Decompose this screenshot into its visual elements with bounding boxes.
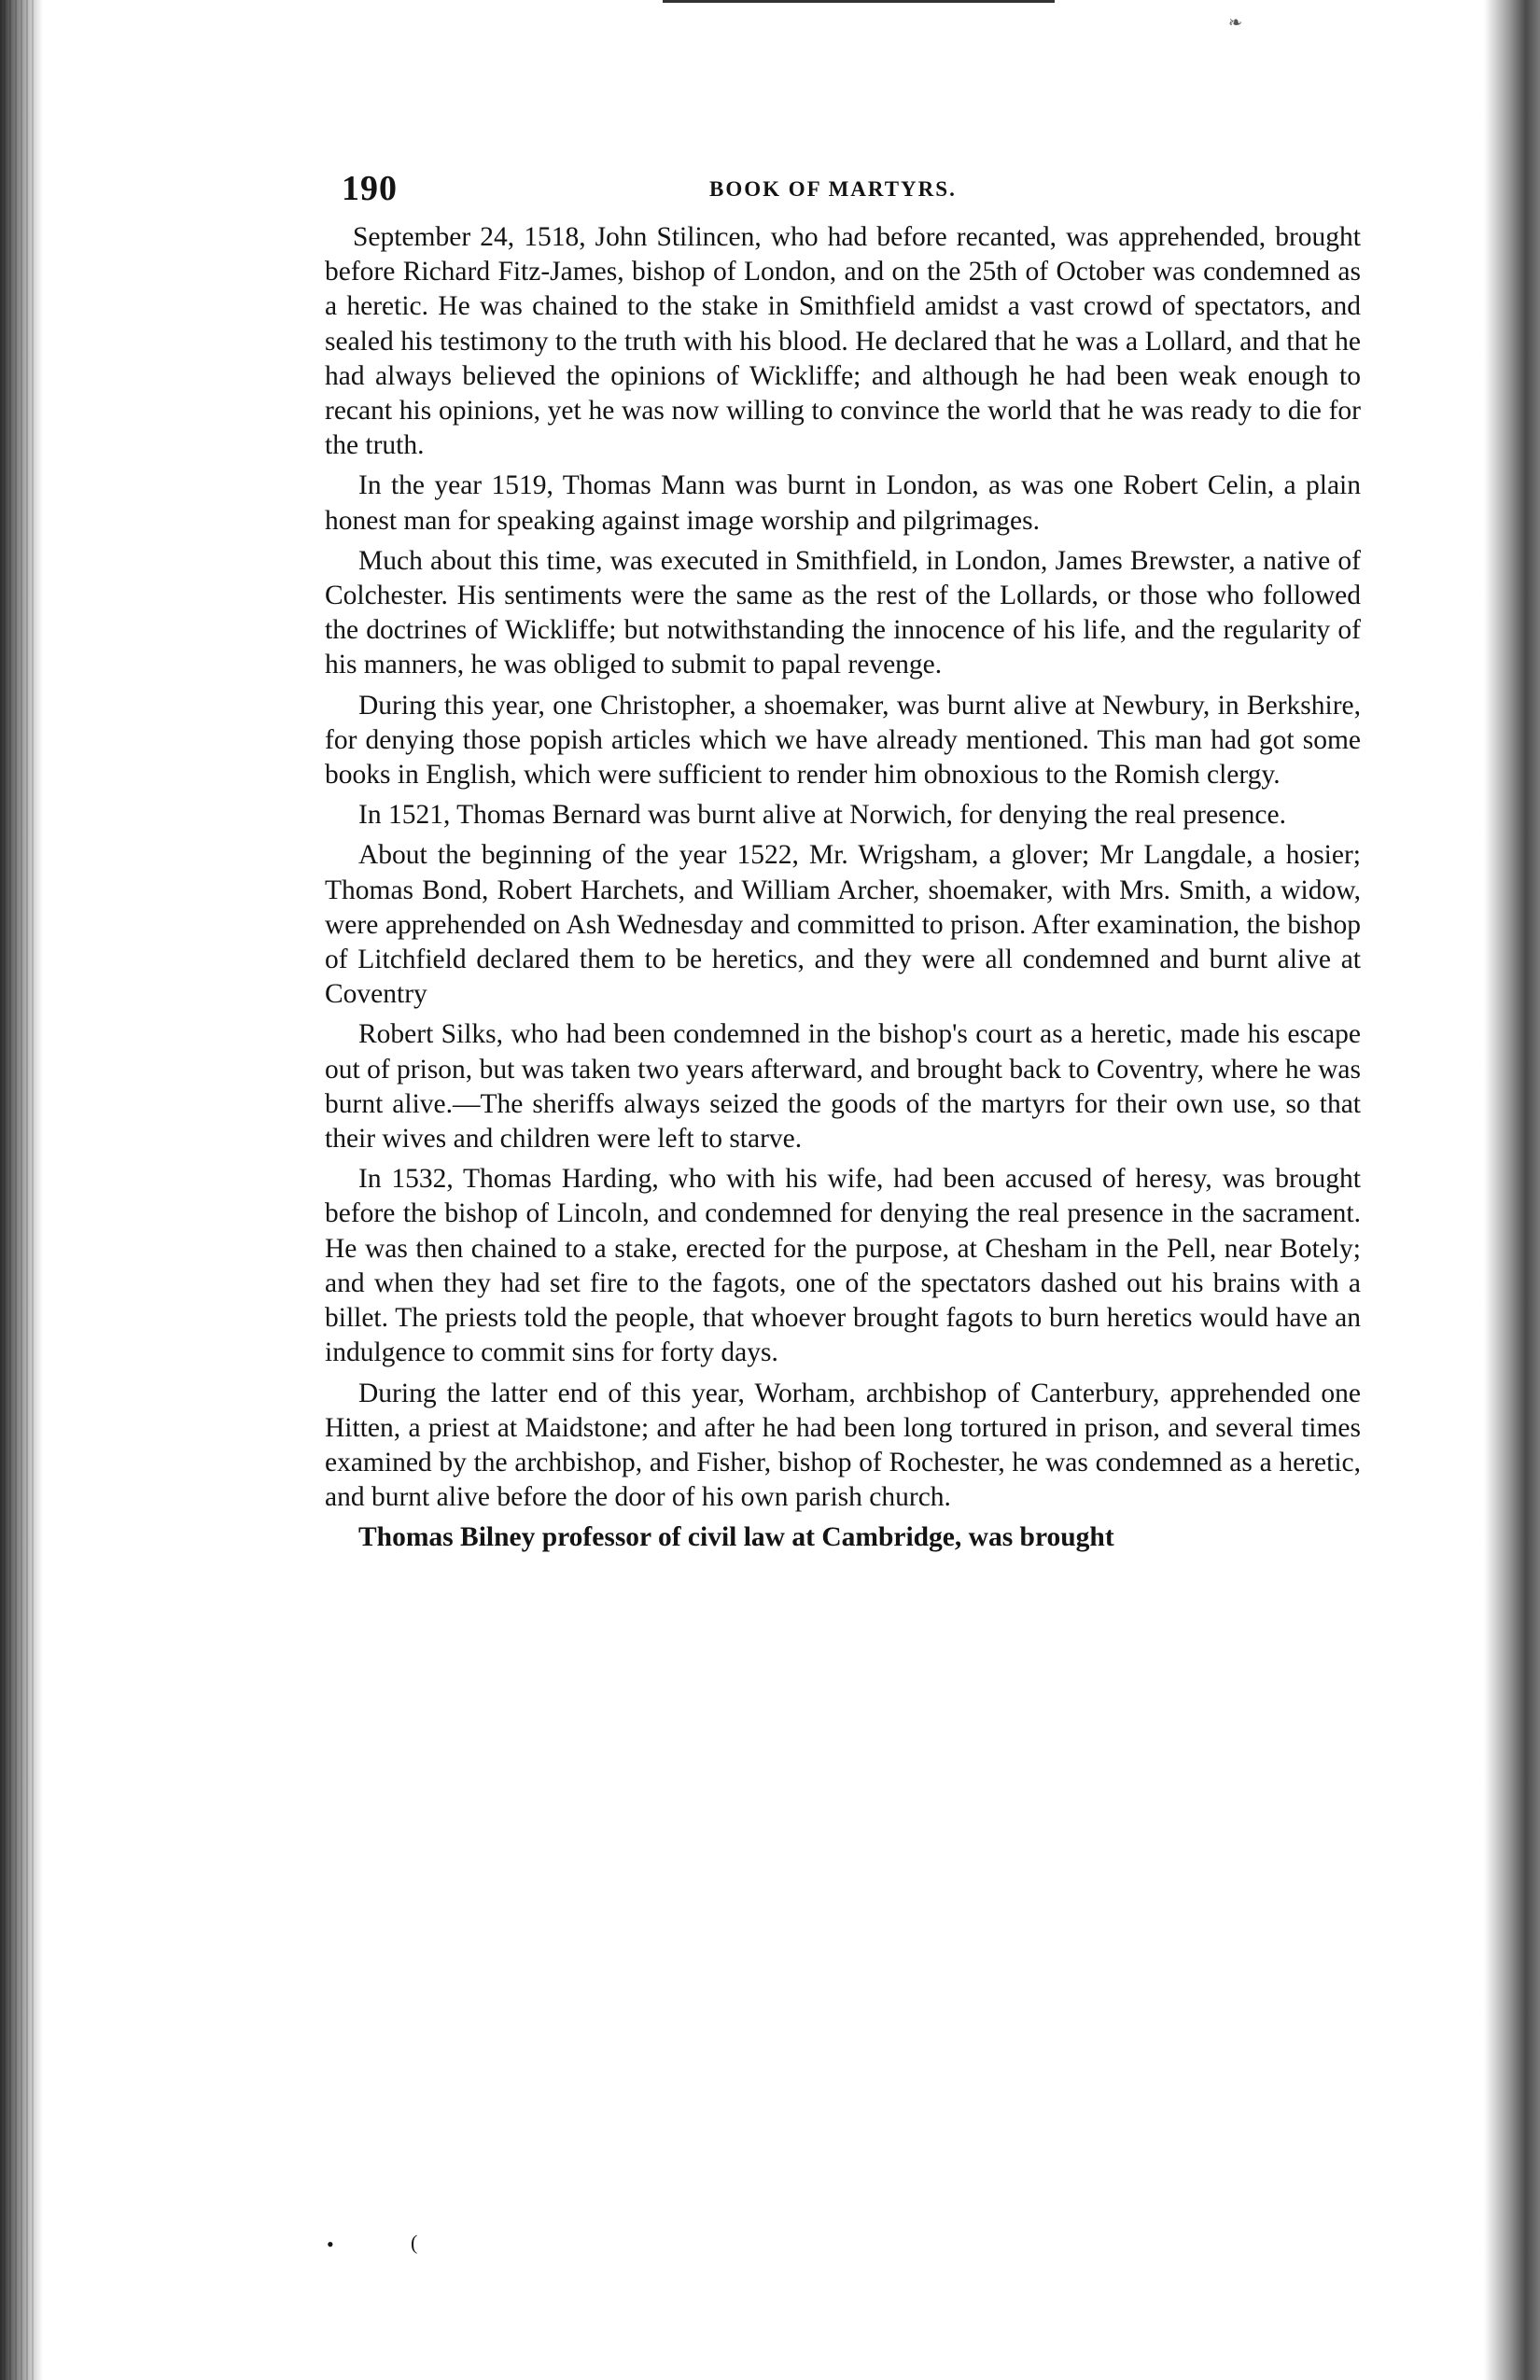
paragraph-bilney: Thomas Bilney professor of civil law at Cambridge, was brought xyxy=(358,1522,1114,1553)
catchmark: ( xyxy=(411,2231,418,2254)
stray-dot: • xyxy=(327,2233,334,2256)
book-page xyxy=(325,168,1361,1561)
page-right-edge xyxy=(1484,0,1540,2380)
paragraph-bernard: In 1521, Thomas Bernard was burnt alive at Norwich, for denying the real presence. xyxy=(358,800,1286,831)
paragraph-hitten: During the latter end of this year, Worham, archbishop of Canterbury, apprehended one Hitten, a priest at Maidstone; and after he had been long tortured in prison, and several times examined by the archbishop, and Fisher, bishop of Rochester, he was condemned as a heretic, and burnt alive before the door of his own parish church. xyxy=(325,1378,1361,1513)
paragraph-christopher: During this year, one Christopher, a shoemaker, was burnt alive at Newbury, in Berkshire, for denying those popish articles which we have already mentioned. This man had got some books in English, which were sufficient to render him obnoxious to the Romish clergy. xyxy=(325,690,1361,791)
page-header xyxy=(325,168,1361,220)
corner-mark: ❧ xyxy=(1228,13,1243,32)
page-number: 190 xyxy=(342,169,398,208)
running-head: BOOK OF MARTYRS. xyxy=(709,177,957,201)
paragraph-mann: In the year 1519, Thomas Mann was burnt in London, as was one Robert Celin, a plain honest man for speaking against image worship and pilgrimages. xyxy=(325,470,1361,536)
body-text xyxy=(325,220,1361,1555)
paragraph-silks: Robert Silks, who had been condemned in the bishop's court as a heretic, made his escape out of prison, but was taken two years afterward, and brought back to Coventry, where he was burnt alive.—The sheriffs always seized the goods of the martyrs for their own use, so that their wives and children were left to starve. xyxy=(325,1019,1361,1155)
paragraph-brewster: Much about this time, was executed in Smithfield, in London, James Brewster, a native of Colchester. His sentiments were the same as the rest of the Lollards, or those who followed the doctrines of Wickliffe; but notwithstanding the innocence of his life, and the regularity of his manners, he was obliged to submit to papal revenge. xyxy=(325,545,1361,680)
paragraph-harding: In 1532, Thomas Harding, who with his wife, had been accused of heresy, was brought before the bishop of Lincoln, and condemned for denying the real presence in the sacrament. He was then chained to a stake, erected for the purpose, at Chesham in the Pell, near Botely; and when they had set fire to the fagots, one of the spectators dashed out his brains with a billet. The priests told the people, that whoever brought fagots to burn heretics would have an indulgence to commit sins for forty days. xyxy=(325,1164,1361,1368)
top-rule xyxy=(663,0,1055,3)
paragraph-stilincen: September 24, 1518, John Stilincen, who had before recanted, was apprehended, brought before Richard Fitz-James, bishop of London, and on the 25th of October was condemned as a heretic. He was chained to the stake in Smithfield amidst a vast crowd of spectators, and sealed his testimony to the truth with his blood. He declared that he was a Lollard, and that he had always believed the opinions of Wickliffe; and although he had been weak enough to recant his opinions, yet he was now willing to convince the world that he was ready to die for the truth. xyxy=(325,222,1361,461)
binding-streaks xyxy=(4,0,35,2380)
paragraph-coventry-martyrs: About the beginning of the year 1522, Mr. Wrigsham, a glover; Mr Langdale, a hosier; Thomas Bond, Robert Harchets, and William Archer, shoemaker, with Mrs. Smith, a widow, were apprehended on Ash Wednesday and committed to prison. After examination, the bishop of Litchfield declared them to be heretics, and they were all condemned and burnt alive at Coventry xyxy=(325,840,1361,1010)
